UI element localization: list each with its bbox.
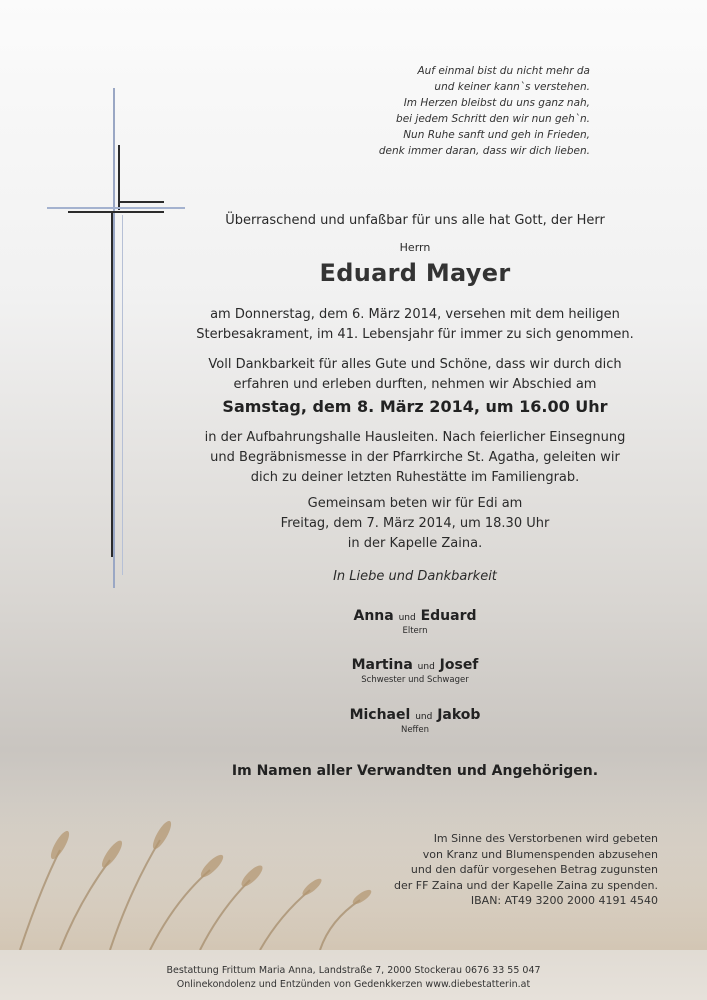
family-und: und	[415, 712, 433, 722]
prayer-line: Gemeinsam beten wir für Edi am	[307, 496, 523, 511]
poem-line: Im Herzen bleibst du uns ganz nah,	[403, 97, 590, 109]
family-names	[190, 608, 640, 624]
cross-horizontal-light	[47, 207, 185, 209]
cross-horizontal-light2	[119, 201, 164, 203]
poem-line: Auf einmal bist du nicht mehr da	[417, 65, 590, 77]
thanks-line: erfahren und erleben durften, nehmen wir Abschied am	[233, 377, 597, 392]
poem-line: Nun Ruhe sanft und geh in Frieden,	[403, 129, 590, 141]
family-relation: Eltern	[402, 626, 428, 636]
death-line: am Donnerstag, dem 6. März 2014, versehen mit dem heiligen	[210, 307, 620, 322]
family-second: Eduard	[420, 608, 477, 624]
prayer-line: in der Kapelle Zaina.	[347, 536, 483, 551]
family-names	[190, 657, 640, 673]
donation-line: und den dafür vorgesehen Betrag zugunsten	[410, 863, 658, 876]
family-first: Michael	[349, 707, 411, 723]
family-first: Martina	[351, 657, 413, 673]
donation-line: der FF Zaina und der Kapelle Zaina zu spenden.	[394, 878, 658, 892]
closing-line: Im Namen aller Verwandten und Angehörigen.	[231, 763, 599, 779]
cross-icon	[0, 0, 200, 600]
family-entry	[190, 657, 640, 685]
title-prefix: Herrn	[399, 241, 431, 254]
cross-vertical-dark	[111, 212, 113, 557]
family-und: und	[398, 613, 416, 623]
donation-line: Im Sinne des Verstorbenen wird gebeten	[433, 832, 658, 845]
prayer-line: Freitag, dem 7. März 2014, um 18.30 Uhr	[280, 516, 550, 531]
place-line: und Begräbnismesse in der Pfarrkirche St. Agatha, geleiten wir	[210, 450, 620, 465]
death-line: Sterbesakrament, im 41. Lebensjahr für immer zu sich genommen.	[196, 327, 634, 342]
donation-iban: IBAN: AT49 3200 2000 4191 4540	[470, 894, 658, 907]
donation-line: von Kranz und Blumenspenden abzusehen	[422, 847, 658, 861]
poem-line: denk immer daran, dass wir dich lieben.	[378, 145, 590, 157]
family-names	[190, 707, 640, 723]
family-relation: Schwester und Schwager	[361, 675, 469, 685]
footer	[0, 964, 707, 992]
funeral-place	[190, 428, 640, 488]
family-entry	[190, 707, 640, 735]
donation-request	[358, 831, 658, 909]
place-line: dich zu deiner letzten Ruhestätte im Familiengrab.	[250, 470, 580, 485]
place-line: in der Aufbahrungshalle Hausleiten. Nach feierlicher Einsegnung	[204, 430, 626, 445]
poem-line: und keiner kann`s verstehen.	[434, 81, 590, 93]
cross-vertical-light	[113, 88, 115, 588]
family-relation: Neffen	[400, 725, 430, 735]
death-notice	[190, 305, 640, 345]
thanks-line: Voll Dankbarkeit für alles Gute und Schöne, dass wir durch dich	[208, 357, 622, 372]
love-line: In Liebe und Dankbarkeit	[333, 569, 497, 584]
prayer-info	[190, 494, 640, 554]
deceased-name: Eduard Mayer	[319, 259, 511, 287]
poem	[290, 63, 590, 159]
cross-horizontal-dark	[68, 211, 164, 213]
cross-vertical-light2	[122, 215, 123, 575]
footer-line: Bestattung Frittum Maria Anna, Landstraße 7, 2000 Stockerau 0676 33 55 047	[166, 965, 541, 976]
poem-line: bei jedem Schritt den wir nun geh`n.	[396, 113, 590, 125]
intro-text: Überraschend und unfaßbar für uns alle hat Gott, der Herr	[225, 213, 605, 228]
family-second: Jakob	[437, 707, 481, 723]
footer-line: Onlinekondolenz und Entzünden von Gedenkkerzen www.diebestatterin.at	[176, 979, 531, 990]
funeral-date: Samstag, dem 8. März 2014, um 16.00 Uhr	[222, 397, 608, 416]
family-second: Josef	[439, 657, 479, 673]
family-entry	[190, 608, 640, 636]
thanks-text	[190, 355, 640, 395]
family-und: und	[417, 662, 435, 672]
family-first: Anna	[353, 608, 394, 624]
